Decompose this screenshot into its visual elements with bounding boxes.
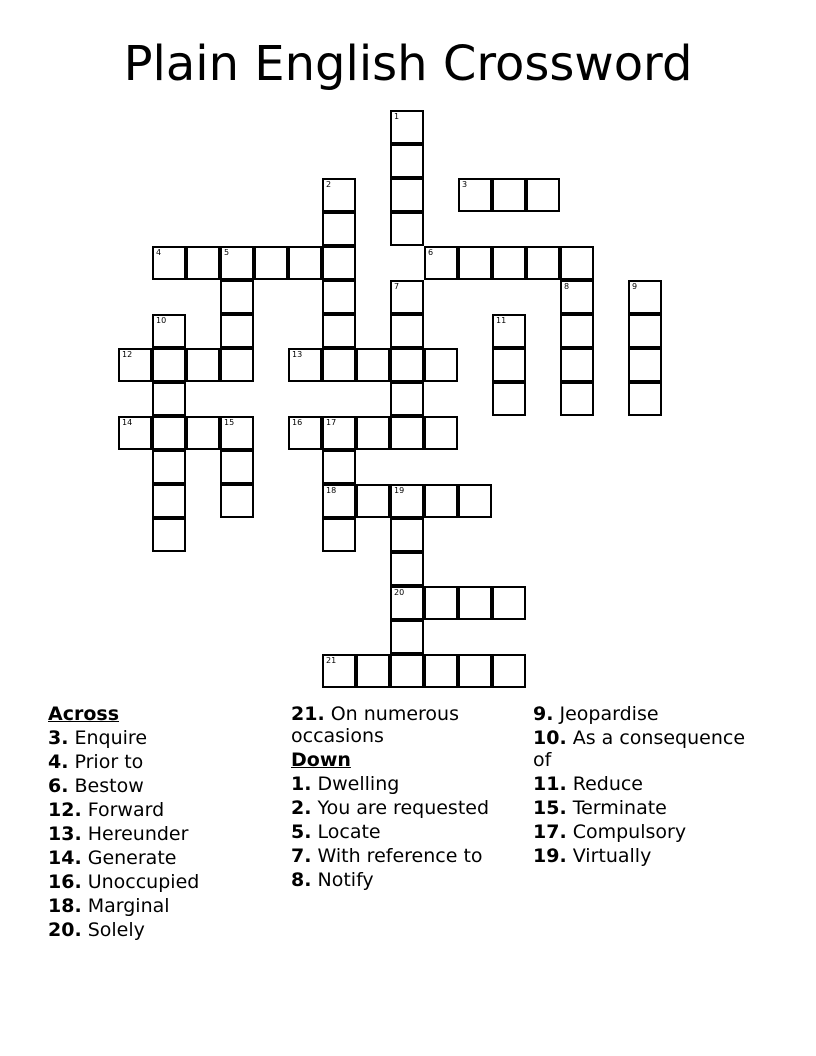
cell-number: 7 [394,282,400,291]
grid-cell[interactable] [458,178,492,212]
grid-cell[interactable] [356,654,390,688]
cell-number: 20 [394,588,405,597]
grid-cell[interactable] [152,246,186,280]
grid-cell[interactable] [254,246,288,280]
grid-cell[interactable] [186,416,220,450]
clue-number: 20. [48,919,82,941]
grid-cell[interactable] [356,416,390,450]
grid-cell[interactable] [220,280,254,314]
grid-cell[interactable] [424,348,458,382]
grid-cell[interactable] [390,212,424,246]
clue-number: 21. [291,703,325,725]
clue-down-11 [533,773,769,795]
clue-down-5 [291,821,527,843]
grid-cell[interactable] [152,314,186,348]
grid-cell[interactable] [390,178,424,212]
grid-cell[interactable] [220,348,254,382]
clue-text: Compulsory [572,821,687,843]
clue-across-12 [48,799,284,821]
grid-cell[interactable] [390,484,424,518]
grid-cell[interactable] [458,484,492,518]
grid-cell[interactable] [628,314,662,348]
grid-cell[interactable] [492,586,526,620]
cell-number: 16 [292,418,303,427]
cell-number: 21 [326,656,337,665]
grid-cell[interactable] [492,246,526,280]
down-heading: Down [291,749,351,771]
grid-cell[interactable] [288,246,322,280]
grid-cell[interactable] [458,246,492,280]
cell-number: 17 [326,418,337,427]
grid-cell[interactable] [492,348,526,382]
grid-cell[interactable] [288,348,322,382]
clue-text: You are requested [317,797,490,819]
grid-cell[interactable] [492,654,526,688]
clue-number: 11. [533,773,567,795]
clue-text: Reduce [572,773,643,795]
clue-text: Jeopardise [559,703,659,725]
cell-number: 18 [326,486,337,495]
cell-number: 5 [224,248,230,257]
clue-number: 7. [291,845,312,867]
grid-cell[interactable] [560,280,594,314]
clues-column-1 [48,703,284,943]
grid-cell[interactable] [118,416,152,450]
clue-text: Forward [87,799,165,821]
grid-cell[interactable] [322,416,356,450]
grid-cell[interactable] [628,382,662,416]
clues-column-3 [533,703,769,869]
clue-number: 14. [48,847,82,869]
clue-number: 1. [291,773,312,795]
cell-number: 2 [326,180,332,189]
cell-number: 8 [564,282,570,291]
grid-cell[interactable] [458,654,492,688]
cell-number: 10 [156,316,167,325]
clue-text: Terminate [572,797,667,819]
grid-cell[interactable] [390,416,424,450]
clue-number: 2. [291,797,312,819]
grid-cell[interactable] [152,518,186,552]
grid-cell[interactable] [390,654,424,688]
clue-down-7 [291,845,527,867]
clue-number: 4. [48,751,69,773]
grid-cell[interactable] [152,348,186,382]
grid-cell[interactable] [492,382,526,416]
across-heading: Across [48,703,120,725]
clue-text: Notify [317,869,374,891]
grid-cell[interactable] [220,246,254,280]
grid-cell[interactable] [152,450,186,484]
clues-column-2 [291,703,527,893]
grid-cell[interactable] [390,518,424,552]
clue-number: 16. [48,871,82,893]
grid-cell[interactable] [322,178,356,212]
cell-number: 6 [428,248,434,257]
clue-number: 13. [48,823,82,845]
clue-across-4 [48,751,284,773]
clue-text: Generate [87,847,177,869]
grid-cell[interactable] [356,348,390,382]
clue-text: Locate [317,821,381,843]
grid-cell[interactable] [322,484,356,518]
grid-cell[interactable] [424,416,458,450]
grid-cell[interactable] [220,450,254,484]
grid-cell[interactable] [220,416,254,450]
grid-cell[interactable] [628,348,662,382]
cell-number: 11 [496,316,507,325]
clue-text: Prior to [74,751,144,773]
grid-cell[interactable] [390,348,424,382]
clue-text: On numerous occasions [291,703,459,747]
clue-text: Dwelling [317,773,400,795]
grid-cell[interactable] [322,348,356,382]
clue-down-2 [291,797,527,819]
clue-number: 12. [48,799,82,821]
clue-text: Hereunder [87,823,189,845]
clue-down-10 [533,727,769,771]
grid-cell[interactable] [526,178,560,212]
clue-number: 9. [533,703,554,725]
clue-number: 3. [48,727,69,749]
clue-number: 5. [291,821,312,843]
grid-cell[interactable] [560,348,594,382]
grid-cell[interactable] [390,280,424,314]
grid-cell[interactable] [322,654,356,688]
grid-cell[interactable] [390,552,424,586]
clue-text: Enquire [74,727,148,749]
grid-cell[interactable] [492,314,526,348]
clue-across-16 [48,871,284,893]
grid-cell[interactable] [560,314,594,348]
cell-number: 14 [122,418,133,427]
grid-cell[interactable] [186,246,220,280]
grid-cell[interactable] [560,246,594,280]
clue-number: 17. [533,821,567,843]
clue-text: Bestow [74,775,144,797]
clue-number: 15. [533,797,567,819]
grid-cell[interactable] [118,348,152,382]
cell-number: 12 [122,350,133,359]
grid-cell[interactable] [152,484,186,518]
grid-cell[interactable] [628,280,662,314]
cell-number: 9 [632,282,638,291]
grid-cell[interactable] [322,280,356,314]
grid-cell[interactable] [424,484,458,518]
clue-down-15 [533,797,769,819]
clue-text: Marginal [87,895,170,917]
clue-across-14 [48,847,284,869]
grid-cell[interactable] [152,416,186,450]
clue-text: Virtually [572,845,652,867]
clue-down-1 [291,773,527,795]
clue-across-13 [48,823,284,845]
cell-number: 3 [462,180,468,189]
grid-cell[interactable] [322,246,356,280]
grid-cell[interactable] [560,382,594,416]
clue-down-17 [533,821,769,843]
clue-number: 18. [48,895,82,917]
clue-across-3 [48,727,284,749]
clue-down-8 [291,869,527,891]
cell-number: 13 [292,350,303,359]
grid-cell[interactable] [390,144,424,178]
grid-cell[interactable] [220,484,254,518]
clue-down-19 [533,845,769,867]
clue-down-9 [533,703,769,725]
grid-cell[interactable] [526,246,560,280]
clue-text: Solely [87,919,145,941]
cell-number: 15 [224,418,235,427]
clue-across-20 [48,919,284,941]
grid-cell[interactable] [424,246,458,280]
cell-number: 1 [394,112,400,121]
clue-number: 19. [533,845,567,867]
grid-cell[interactable] [288,416,322,450]
clue-number: 10. [533,727,567,749]
grid-cell[interactable] [322,450,356,484]
grid-cell[interactable] [152,382,186,416]
grid-cell[interactable] [492,178,526,212]
grid-cell[interactable] [390,110,424,144]
clue-text: With reference to [317,845,483,867]
clue-across-21 [291,703,527,747]
grid-cell[interactable] [220,314,254,348]
grid-cell[interactable] [390,586,424,620]
clue-number: 6. [48,775,69,797]
grid-cell[interactable] [390,620,424,654]
grid-cell[interactable] [458,586,492,620]
clue-number: 8. [291,869,312,891]
clue-across-18 [48,895,284,917]
grid-cell[interactable] [424,586,458,620]
grid-cell[interactable] [390,314,424,348]
cell-number: 4 [156,248,162,257]
grid-cell[interactable] [322,518,356,552]
cell-number: 19 [394,486,405,495]
grid-cell[interactable] [424,654,458,688]
grid-cell[interactable] [356,484,390,518]
grid-cell[interactable] [322,314,356,348]
grid-cell[interactable] [186,348,220,382]
grid-cell[interactable] [390,382,424,416]
clue-text: As a consequence of [533,727,746,771]
grid-cell[interactable] [322,212,356,246]
clue-across-6 [48,775,284,797]
puzzle-title: Plain English Crossword [123,36,693,92]
clue-text: Unoccupied [87,871,200,893]
